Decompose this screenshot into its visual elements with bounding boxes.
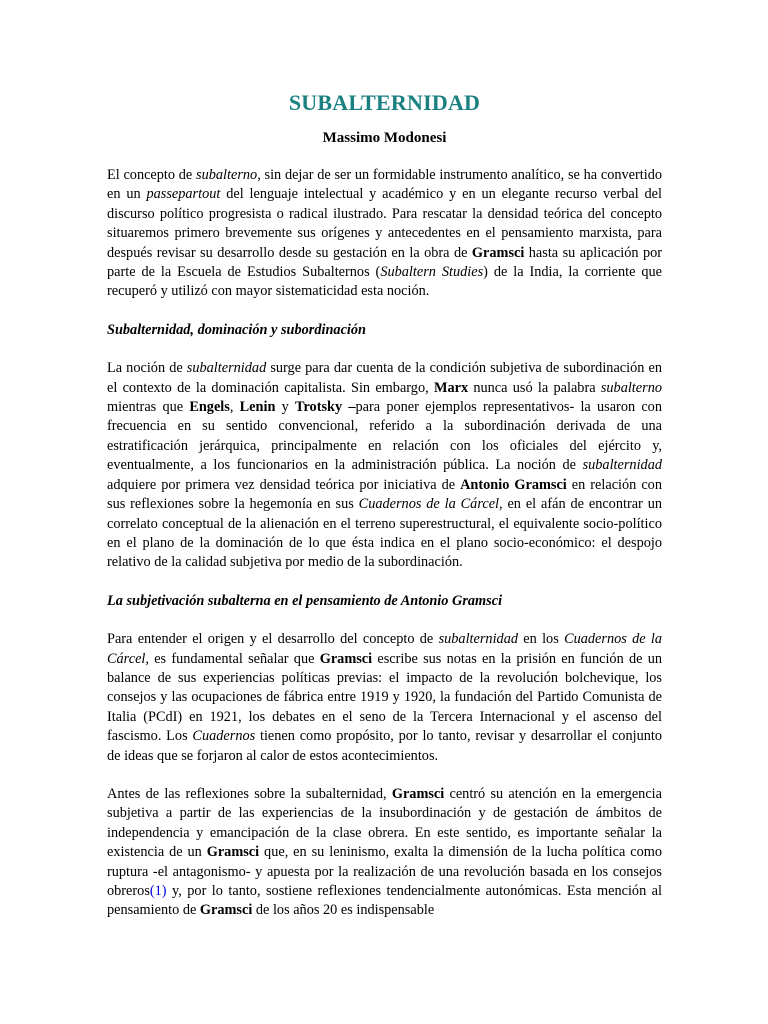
text-run: en relación con sus reflexiones sobre la hegemonía en sus [107,476,662,513]
document-page [107,88,662,921]
section-heading: La subjetivación subalterna en el pensamiento de Antonio Gramsci [107,592,503,609]
bold-text: – [348,399,356,416]
text-run: para poner ejemplos representativos- la usaron con frecuencia en su sentido convencional, referido a la subordinación derivada de una estratificación jerárquica, principalmente en relación con los oficiales del ejército y, eventualmente, a los funcionarios en la administración pública. La noción de [107,399,662,474]
text-run: Para entender el origen y el desarrollo del concepto de [107,631,439,648]
bold-text: Gramsci [471,244,525,261]
bold-text: Engels [189,399,230,416]
text-run: que, en su leninismo, exalta la dimensión de la lucha política como ruptura -el antagonismo- y apuesta por la realización de una revolución basada en los consejos obreros [107,844,662,899]
text-run: de los años 20 es indispensable [252,902,435,919]
bold-text: Trotsky [295,399,343,416]
italic-text: subalterno [196,167,258,183]
text-run: , es fundamental señalar que [145,650,320,667]
italic-text: passepartout [146,186,221,203]
text-run: , en el afán de encontrar un correlato conceptual de la alienación en el terreno superestructural, el equivalente socio-político en el plano de la dominación de lo que ésta indica en el plano socio-económico: el despojo relativo de la calidad subjetiva por medio de la subordinación. [107,496,662,571]
text-run: en los [518,631,565,648]
paragraph [107,359,662,572]
text-run: La noción de [107,360,187,377]
paragraph [107,166,662,302]
italic-text: Cuadernos de la Cárcel [358,496,500,513]
document-title: SUBALTERNIDAD [288,90,481,115]
text-run: hasta su aplicación por parte de la Escuela de Estudios Subalternos ( [107,244,663,281]
section-heading: Subalternidad, dominación y subordinación [107,321,366,338]
text-run: ) de la India, la corriente que recuperó y utilizó con mayor sistematicidad esta noción. [107,264,662,300]
text-run: nunca usó la palabra [468,379,601,396]
text-run: adquiere por primera vez densidad teórica por iniciativa de [107,476,461,493]
italic-text: Subaltern Studies [380,264,484,281]
bold-text: Gramsci [199,902,253,919]
text-run: El concepto de [107,167,197,183]
text-run: del lenguaje intelectual y académico y en un elegante recurso verbal del discurso político progresista o radical ilustrado. Para rescatar la densidad teórica del concepto situaremos primero brevemente sus orígenes y antecedentes en el pensamiento marxista, para después revisar su desarrollo desde su gestación en la obra de [107,186,662,261]
bold-text: Antonio Gramsci [460,476,567,493]
bold-text: Gramsci [206,844,260,861]
text-run: surge para dar cuenta de la condición subjetiva de subordinación en el contexto de la dominación capitalista. Sin embargo, [107,360,662,396]
text-run: y, por lo tanto, sostiene reflexiones tendencialmente autonómicas. Esta mención al pensamiento de [107,883,662,919]
text-run: tienen como propósito, por lo tanto, revisar y desarrollar el conjunto de ideas que se forjaron al calor de estos acontecimientos. [107,728,662,764]
text-run: y [275,399,295,416]
bold-text: Lenin [239,399,276,416]
document-author: Massimo Modonesi [322,130,447,146]
text-run: Antes de las reflexiones sobre la subalternidad, [107,785,392,802]
text-run: escribe sus notas en la prisión en función de un balance de sus experiencias políticas previas: el impacto de la revolución bolchevique, los consejos y las ocupaciones de fábrica entre 1919 y 1920, la fundación del Partido Comunista de Italia (PCdI) en 1921, los debates en el seno de la Tercera Internacional y el ascenso del fascismo. Los [107,650,663,745]
italic-text: Cuadernos de la Cárcel [107,631,663,667]
paragraph [107,785,662,921]
italic-text: Cuadernos [192,728,256,745]
text-run: , sin dejar de ser un formidable instrumento analítico, se ha convertido en un [107,167,662,203]
footnote-link[interactable]: (1) [149,883,167,899]
bold-text: Marx [433,379,469,396]
bold-text: Gramsci [319,650,373,667]
italic-text: subalternidad [582,457,662,474]
italic-text: subalterno [600,379,662,396]
italic-text: subalternidad [186,360,267,377]
paragraph [107,630,662,766]
italic-text: subalternidad [438,631,518,648]
text-run: mientras que [107,399,190,416]
text-run: centró su atención en la emergencia subjetiva a partir de las experiencias de la insubordinación y de gestación de ámbitos de independencia y emancipación de la clase obrera. En este sentido, es importante señalar la existencia de un [107,785,662,861]
bold-text: Gramsci [391,785,445,802]
text-run: , [229,399,240,416]
